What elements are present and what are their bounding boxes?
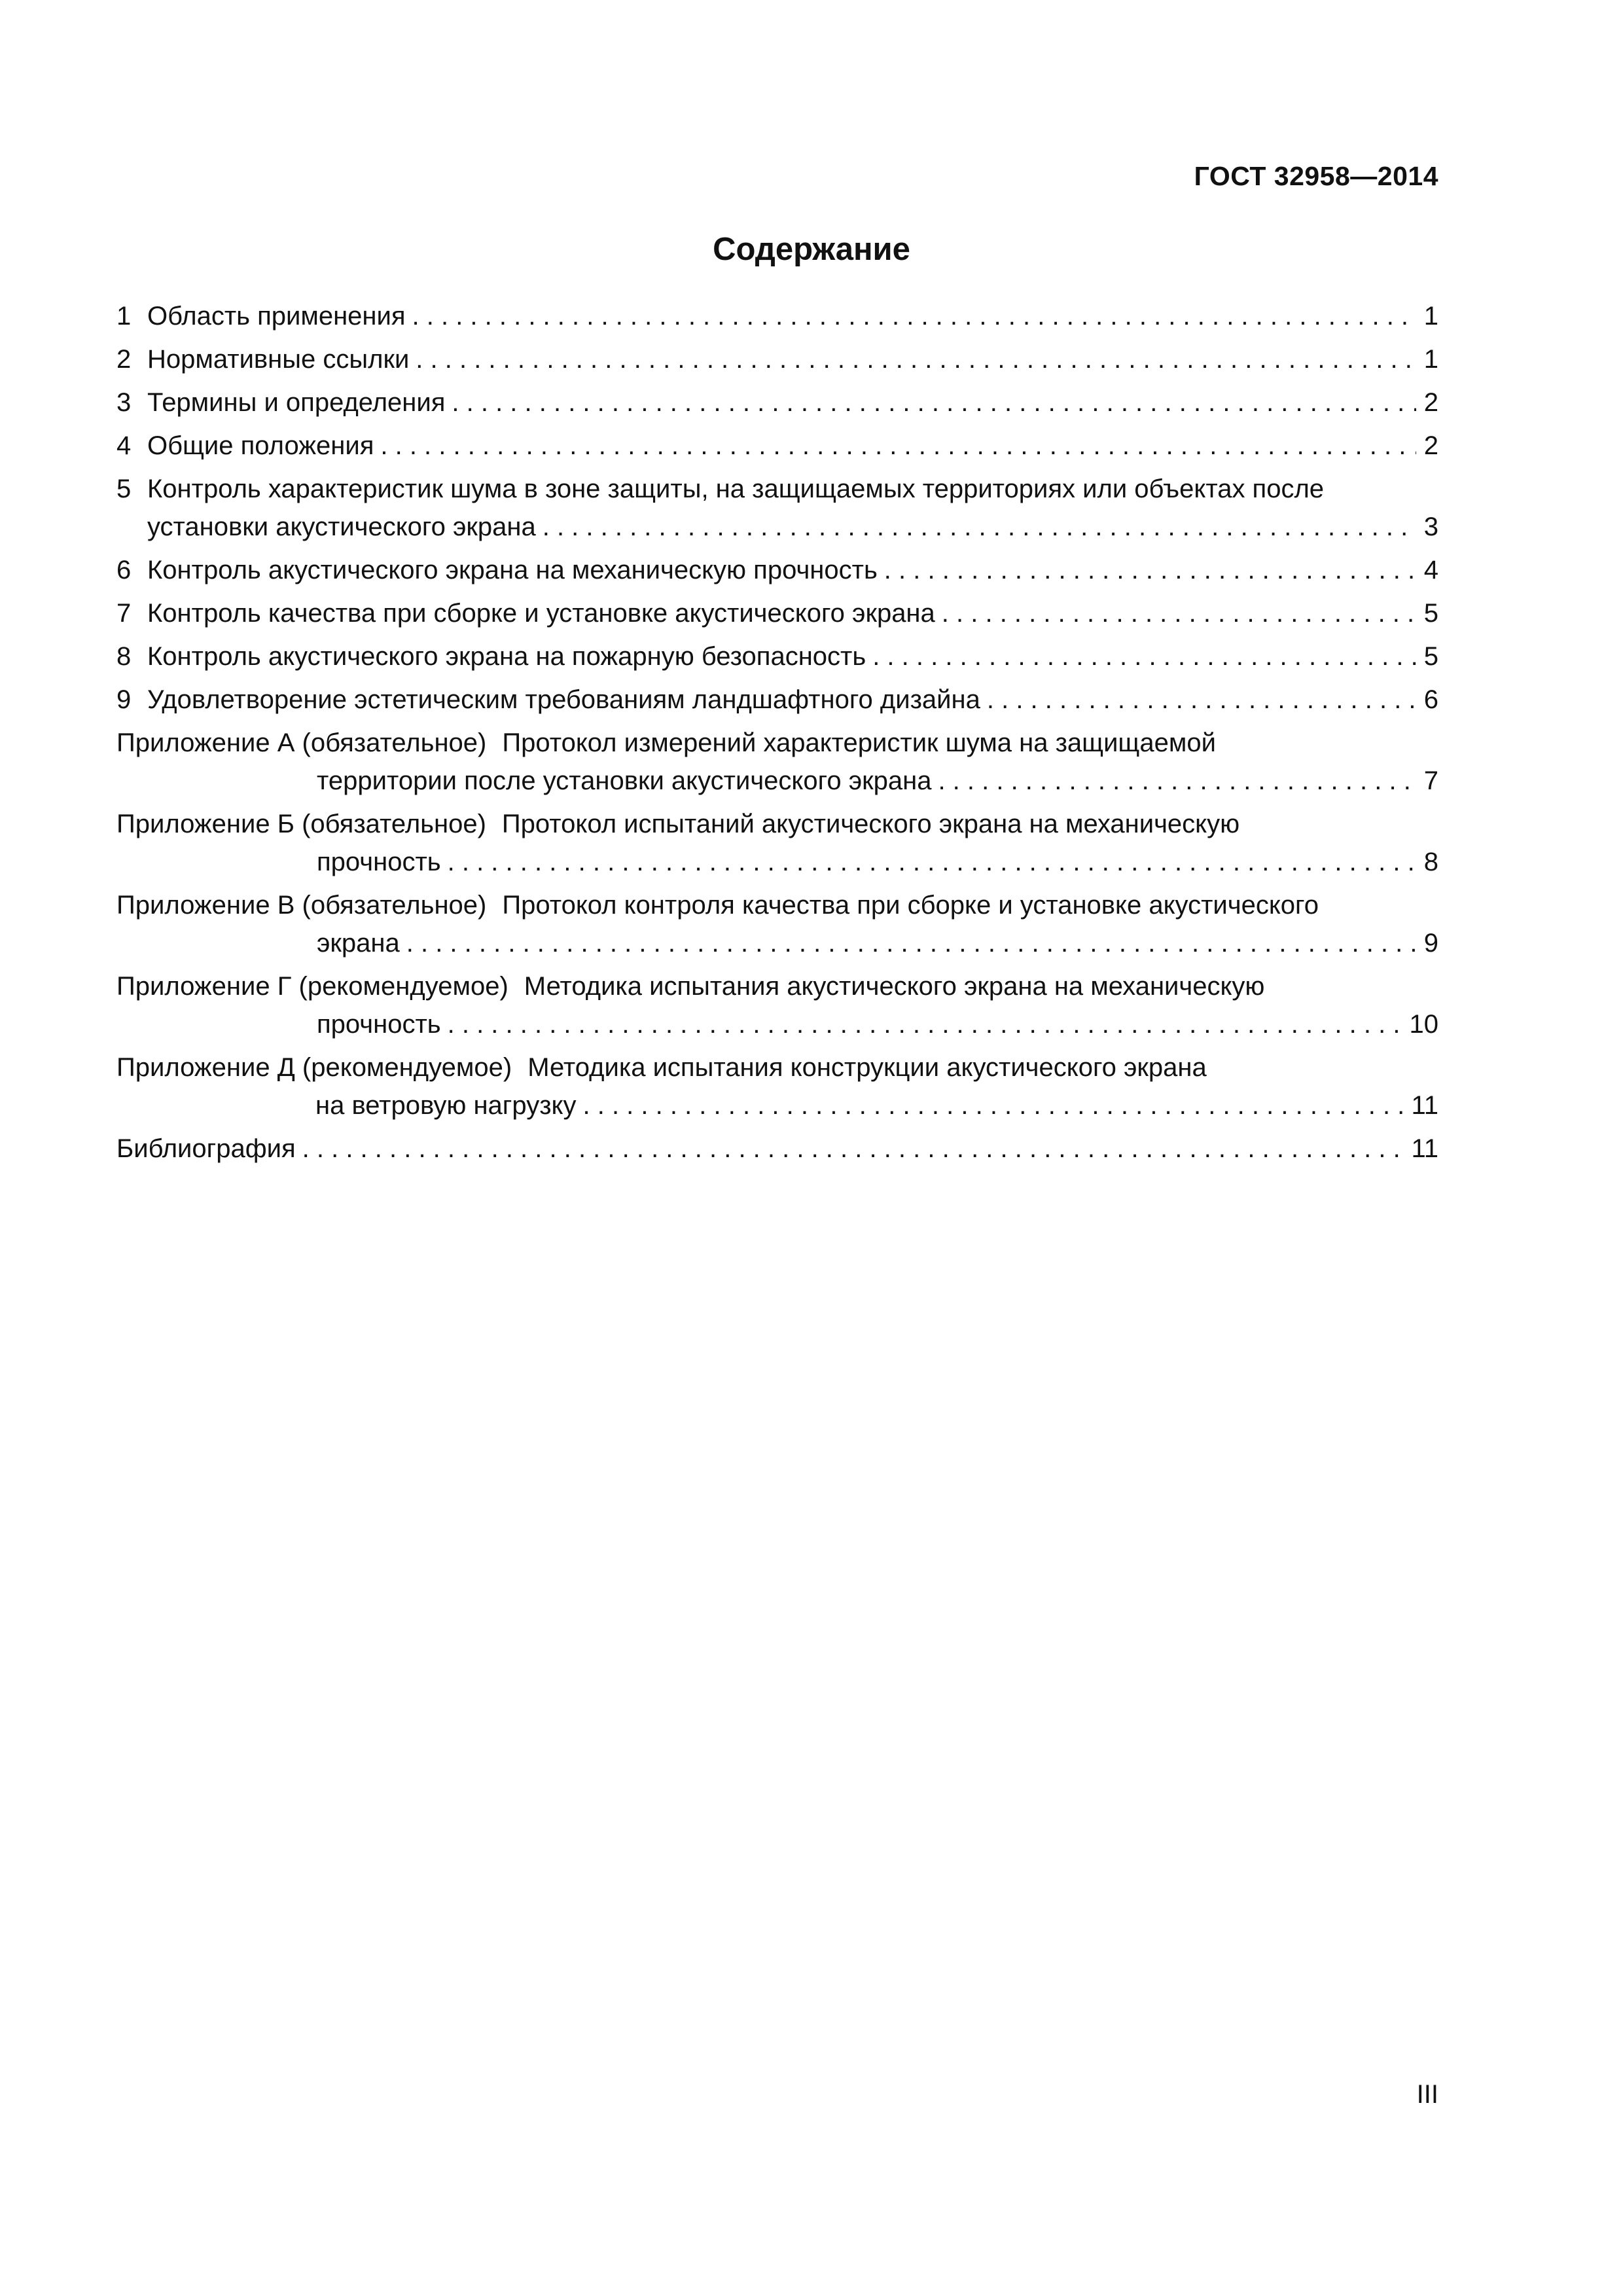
toc-appendix-title-line2: прочность <box>317 1010 441 1039</box>
toc-dot-leader <box>380 427 1416 465</box>
toc-entry-section-3[interactable] <box>116 384 1438 422</box>
toc-section-title-line1: Контроль характеристик шума в зоне защиты, на защищаемых территориях или объектах после <box>147 475 1325 503</box>
toc-appendix-title-line1: Протокол измерений характеристик шума на защищаемой <box>502 728 1216 757</box>
toc-entry-section-2[interactable] <box>116 340 1438 378</box>
toc-entry-appendix-b[interactable] <box>116 805 1438 881</box>
toc-dot-leader <box>987 681 1416 719</box>
toc-section-title: Область применения <box>147 302 406 331</box>
toc-bibliography-title: Библиография <box>116 1134 296 1163</box>
toc-page-number: 11 <box>1411 1134 1438 1163</box>
toc-page-number: 1 <box>1423 302 1438 331</box>
toc-dot-leader <box>448 1005 1403 1043</box>
toc-page-number: 6 <box>1423 685 1438 714</box>
toc-entry-section-9[interactable] <box>116 681 1438 719</box>
toc-appendix-label: Приложение Б (обязательное) <box>116 810 486 838</box>
toc-page-number: 8 <box>1423 848 1438 876</box>
toc-entry-section-4[interactable] <box>116 427 1438 465</box>
toc-page-number: 3 <box>1423 512 1438 541</box>
toc-page-number: 4 <box>1423 556 1438 584</box>
toc-section-number: 1 <box>116 302 132 331</box>
toc-section-number: 5 <box>116 475 132 503</box>
toc-dot-leader <box>543 508 1416 546</box>
toc-dot-leader <box>416 340 1416 378</box>
toc-appendix-title-line2: на ветровую нагрузку <box>315 1091 577 1120</box>
toc-appendix-title-line2: территории после установки акустического экрана <box>317 766 932 795</box>
toc-section-title: Контроль акустического экрана на механическую прочность <box>147 556 878 584</box>
toc-page-number: 5 <box>1423 642 1438 671</box>
toc-section-number: 3 <box>116 388 132 417</box>
toc-appendix-title-line1: Протокол контроля качества при сборке и установке акустического <box>502 891 1319 920</box>
toc-section-number: 4 <box>116 431 132 460</box>
page-number: III <box>1416 2080 1438 2109</box>
toc-appendix-title-line2: экрана <box>317 929 400 958</box>
toc-section-title: Удовлетворение эстетическим требованиям ландшафтного дизайна <box>147 685 980 714</box>
toc-section-title: Нормативные ссылки <box>147 345 410 374</box>
toc-appendix-title-line1: Методика испытания конструкции акустического экрана <box>527 1053 1207 1082</box>
toc-dot-leader <box>406 924 1416 962</box>
toc-page-number: 11 <box>1411 1091 1438 1120</box>
toc-dot-leader <box>872 637 1416 675</box>
toc-entry-section-5[interactable] <box>116 470 1438 546</box>
toc-dot-leader <box>582 1086 1404 1124</box>
toc-section-title-line2: установки акустического экрана <box>147 512 536 541</box>
toc-page-number: 10 <box>1409 1010 1438 1039</box>
toc-appendix-label: Приложение А (обязательное) <box>116 728 487 757</box>
toc-section-number: 8 <box>116 642 132 671</box>
toc-page-number: 2 <box>1423 388 1438 417</box>
table-of-contents <box>116 297 1438 1173</box>
toc-page-number: 9 <box>1423 929 1438 958</box>
toc-section-number: 2 <box>116 345 132 374</box>
toc-dot-leader <box>884 551 1416 589</box>
toc-dot-leader <box>412 297 1416 335</box>
toc-title: Содержание <box>713 232 910 267</box>
toc-entry-section-1[interactable] <box>116 297 1438 335</box>
toc-section-number: 6 <box>116 556 132 584</box>
toc-entry-section-6[interactable] <box>116 551 1438 589</box>
toc-page-number: 2 <box>1423 431 1438 460</box>
toc-entry-appendix-g[interactable] <box>116 967 1438 1043</box>
toc-appendix-label: Приложение Д (рекомендуемое) <box>116 1053 512 1082</box>
toc-section-title: Контроль качества при сборке и установке акустического экрана <box>147 599 935 628</box>
toc-appendix-title-line1: Протокол испытаний акустического экрана на механическую <box>501 810 1240 838</box>
document-code: ГОСТ 32958—2014 <box>1194 161 1438 191</box>
toc-dot-leader <box>452 384 1416 422</box>
toc-appendix-label: Приложение Г (рекомендуемое) <box>116 972 508 1001</box>
toc-dot-leader <box>942 594 1416 632</box>
toc-page-number: 7 <box>1423 766 1438 795</box>
toc-appendix-title-line1: Методика испытания акустического экрана на механическую <box>524 972 1265 1001</box>
toc-appendix-label: Приложение В (обязательное) <box>116 891 487 920</box>
toc-page-number: 1 <box>1423 345 1438 374</box>
toc-section-number: 7 <box>116 599 132 628</box>
toc-entry-bibliography[interactable] <box>116 1130 1438 1168</box>
toc-appendix-title-line2: прочность <box>317 848 441 876</box>
toc-entry-section-8[interactable] <box>116 637 1438 675</box>
toc-section-title: Термины и определения <box>147 388 446 417</box>
toc-section-title: Контроль акустического экрана на пожарную безопасность <box>147 642 866 671</box>
toc-dot-leader <box>938 762 1416 800</box>
toc-page-number: 5 <box>1423 599 1438 628</box>
toc-dot-leader <box>302 1130 1405 1168</box>
toc-entry-appendix-d[interactable] <box>116 1049 1438 1124</box>
toc-dot-leader <box>448 843 1416 881</box>
toc-entry-appendix-a[interactable] <box>116 724 1438 800</box>
toc-entry-appendix-v[interactable] <box>116 886 1438 962</box>
toc-entry-section-7[interactable] <box>116 594 1438 632</box>
toc-section-title: Общие положения <box>147 431 374 460</box>
toc-section-number: 9 <box>116 685 132 714</box>
